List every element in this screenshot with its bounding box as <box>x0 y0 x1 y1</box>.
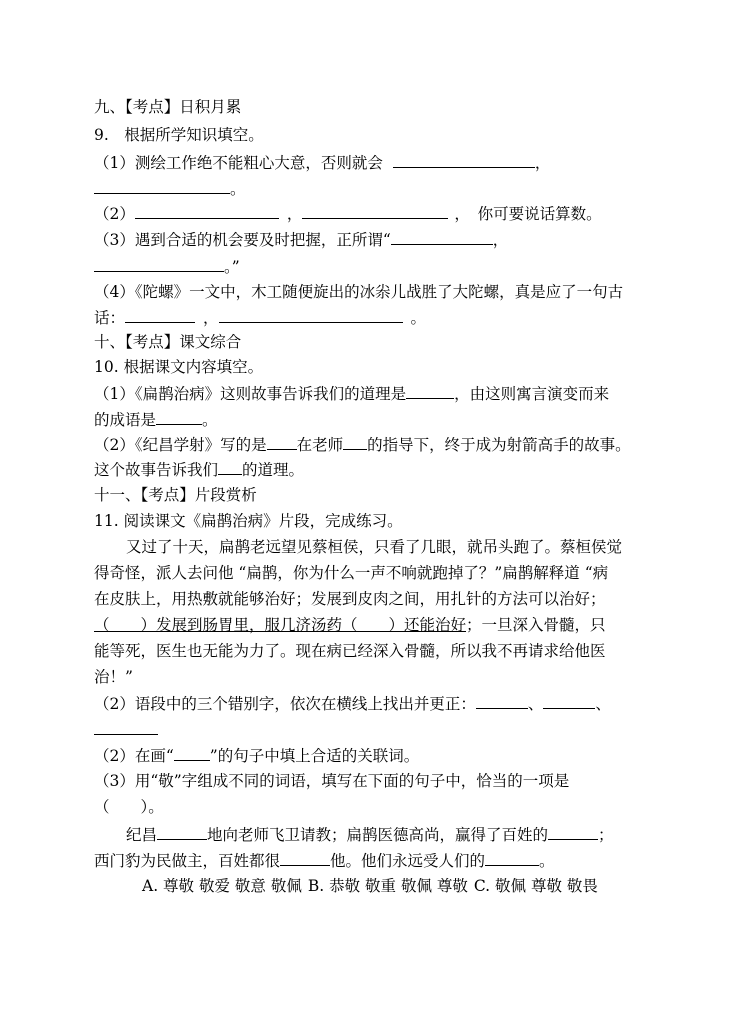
punctuation: 。 <box>202 411 218 429</box>
passage-line-3: 在皮肤上，用热敷就能够治好；发展到皮肉之间，用扎针的方法可以治好； <box>94 590 606 608</box>
q10-item-1-text-2: 的成语是 <box>94 411 157 429</box>
answer-blank[interactable] <box>393 152 535 168</box>
passage-line-1: 又过了十天，扁鹊老远望见蔡桓侯，只看了几眼，就吊头跑了。蔡桓侯觉 <box>126 538 623 556</box>
fill-sentence-line-2 <box>94 850 555 871</box>
q10-item-1-tail: ，由这则寓言演变而来 <box>454 385 610 403</box>
q11-sub-1-line-1 <box>94 693 611 714</box>
q9-item-3-text: （3）遇到合适的机会要及时把握，正所谓“ <box>94 231 391 249</box>
answer-blank[interactable] <box>125 307 195 323</box>
fill-text: 西门豹为民做主，百姓都很 <box>94 852 281 870</box>
q11-sub-2-tail: ”的句子中填上合适的关联词。 <box>209 747 420 765</box>
punctuation: 。 <box>539 852 555 870</box>
passage-line-6: 治！” <box>94 668 133 686</box>
q10-item-2-text: （2）《纪昌学射》写的是 <box>94 436 267 454</box>
fill-text: 纪昌 <box>126 826 158 844</box>
option-c[interactable]: C. 敬佩 尊敬 敬畏 <box>473 877 598 895</box>
q9-item-2 <box>94 203 602 224</box>
punctuation: 。 <box>230 180 246 198</box>
answer-blank[interactable] <box>135 203 279 219</box>
punctuation: 、 <box>527 695 544 713</box>
answer-blank[interactable] <box>157 824 207 840</box>
q10-item-2-line-1 <box>94 434 631 455</box>
punctuation: ， <box>286 205 303 223</box>
answer-blank[interactable] <box>94 178 230 194</box>
punctuation: ， <box>534 154 551 172</box>
question-11-prompt: 11. 阅读课文《扁鹊治病》片段，完成练习。 <box>94 512 403 530</box>
fill-sentence-line-1 <box>126 824 614 845</box>
section-10-heading: 十、【考点】课文综合 <box>94 333 242 351</box>
option-b[interactable]: B. 恭敬 敬重 敬佩 尊敬 <box>307 877 468 895</box>
answer-blank[interactable] <box>174 745 210 761</box>
section-11-heading: 十一、【考点】片段赏析 <box>94 486 257 504</box>
q11-sub-2 <box>94 745 419 766</box>
q10-item-1-line-1 <box>94 383 609 404</box>
q9-item-1-text: （1）测绘工作绝不能粗心大意，否则就会 <box>94 154 383 172</box>
q11-sub-3-line-2: （ ）。 <box>94 798 164 816</box>
punctuation: 。” <box>224 258 240 276</box>
q10-item-2-text-d: 这个故事告诉我们 <box>94 461 219 479</box>
question-9-prompt: 9. 根据所学知识填空。 <box>94 126 264 144</box>
answer-blank[interactable] <box>543 693 595 709</box>
q9-item-4-line-1: （4）《陀螺》一文中，木工随便旋出的冰尜儿战胜了大陀螺，真是应了一句古 <box>94 283 624 301</box>
q9-item-4-label: 话： <box>94 309 126 327</box>
punctuation: 。 <box>410 309 427 327</box>
q10-item-2-text-e: 的道理。 <box>242 461 305 479</box>
passage-line-2: 得奇怪，派人去问他 “扁鹊，你为什么一声不响就跑掉了？”扁鹊解释道 “病 <box>94 564 609 582</box>
q10-item-2-line-2 <box>94 459 304 480</box>
passage-line-4 <box>94 615 606 635</box>
underlined-sentence: （ ）发展到肠胃里，服几济汤药（ ）还能治好 <box>94 616 467 634</box>
q11-sub-2-text: （2）在画“ <box>94 747 174 765</box>
q11-sub-3-line-1: （3）用“敬”字组成不同的词语，填写在下面的句子中，恰当的一项是 <box>94 772 570 790</box>
punctuation: 、 <box>595 695 611 713</box>
answer-blank[interactable] <box>476 693 528 709</box>
answer-blank[interactable] <box>485 850 539 866</box>
answer-blank[interactable] <box>156 409 202 425</box>
answer-options <box>142 876 598 896</box>
answer-blank[interactable] <box>218 459 242 475</box>
answer-blank[interactable] <box>219 307 403 323</box>
answer-blank[interactable] <box>280 850 330 866</box>
fill-text: 他。他们永远受人们的 <box>330 852 486 870</box>
q9-item-3-line-1 <box>94 229 508 250</box>
punctuation: ， <box>203 309 219 327</box>
q9-item-1-line-2 <box>94 178 246 199</box>
fill-text: 地向老师飞卫请教；扁鹊医德高尚，赢得了百姓的 <box>207 826 549 844</box>
answer-blank[interactable] <box>343 434 367 450</box>
passage-line-4-rest: ；一旦深入骨髓，只 <box>466 616 606 634</box>
section-9-heading: 九、【考点】日积月累 <box>94 98 242 116</box>
answer-blank[interactable] <box>94 256 224 272</box>
q10-item-2-text-c: 的指导下，终于成为射箭高手的故事。 <box>367 436 631 454</box>
q11-sub-1-text: （2）语段中的三个错别字，依次在横线上找出并更正： <box>94 695 476 713</box>
answer-blank[interactable] <box>94 719 158 735</box>
answer-blank[interactable] <box>302 203 448 219</box>
answer-blank[interactable] <box>267 434 297 450</box>
q10-item-1-text: （1）《扁鹊治病》这则故事告诉我们的道理是 <box>94 385 407 403</box>
q9-item-2-label: （2） <box>94 205 135 223</box>
q9-item-4-line-2 <box>94 307 426 328</box>
answer-blank[interactable] <box>548 824 598 840</box>
q10-item-1-line-2 <box>94 409 218 430</box>
punctuation: ； <box>598 826 614 844</box>
punctuation: ， <box>492 231 509 249</box>
passage-line-5: 能等死，医生也无能为力了。现在病已经深入骨髓，所以我不再请求给他医 <box>94 642 606 660</box>
q9-item-2-tail: ， 你可要说话算数。 <box>454 205 602 223</box>
answer-blank[interactable] <box>391 229 493 245</box>
q10-item-2-text-b: 在老师 <box>296 436 344 454</box>
q9-item-1-line-1 <box>94 152 550 173</box>
q9-item-3-line-2 <box>94 256 240 277</box>
q11-sub-1-line-2 <box>94 719 158 740</box>
answer-blank[interactable] <box>406 383 454 399</box>
option-a[interactable]: A. 尊敬 敬爱 敬意 敬佩 <box>142 877 302 895</box>
question-10-prompt: 10. 根据课文内容填空。 <box>94 358 264 376</box>
